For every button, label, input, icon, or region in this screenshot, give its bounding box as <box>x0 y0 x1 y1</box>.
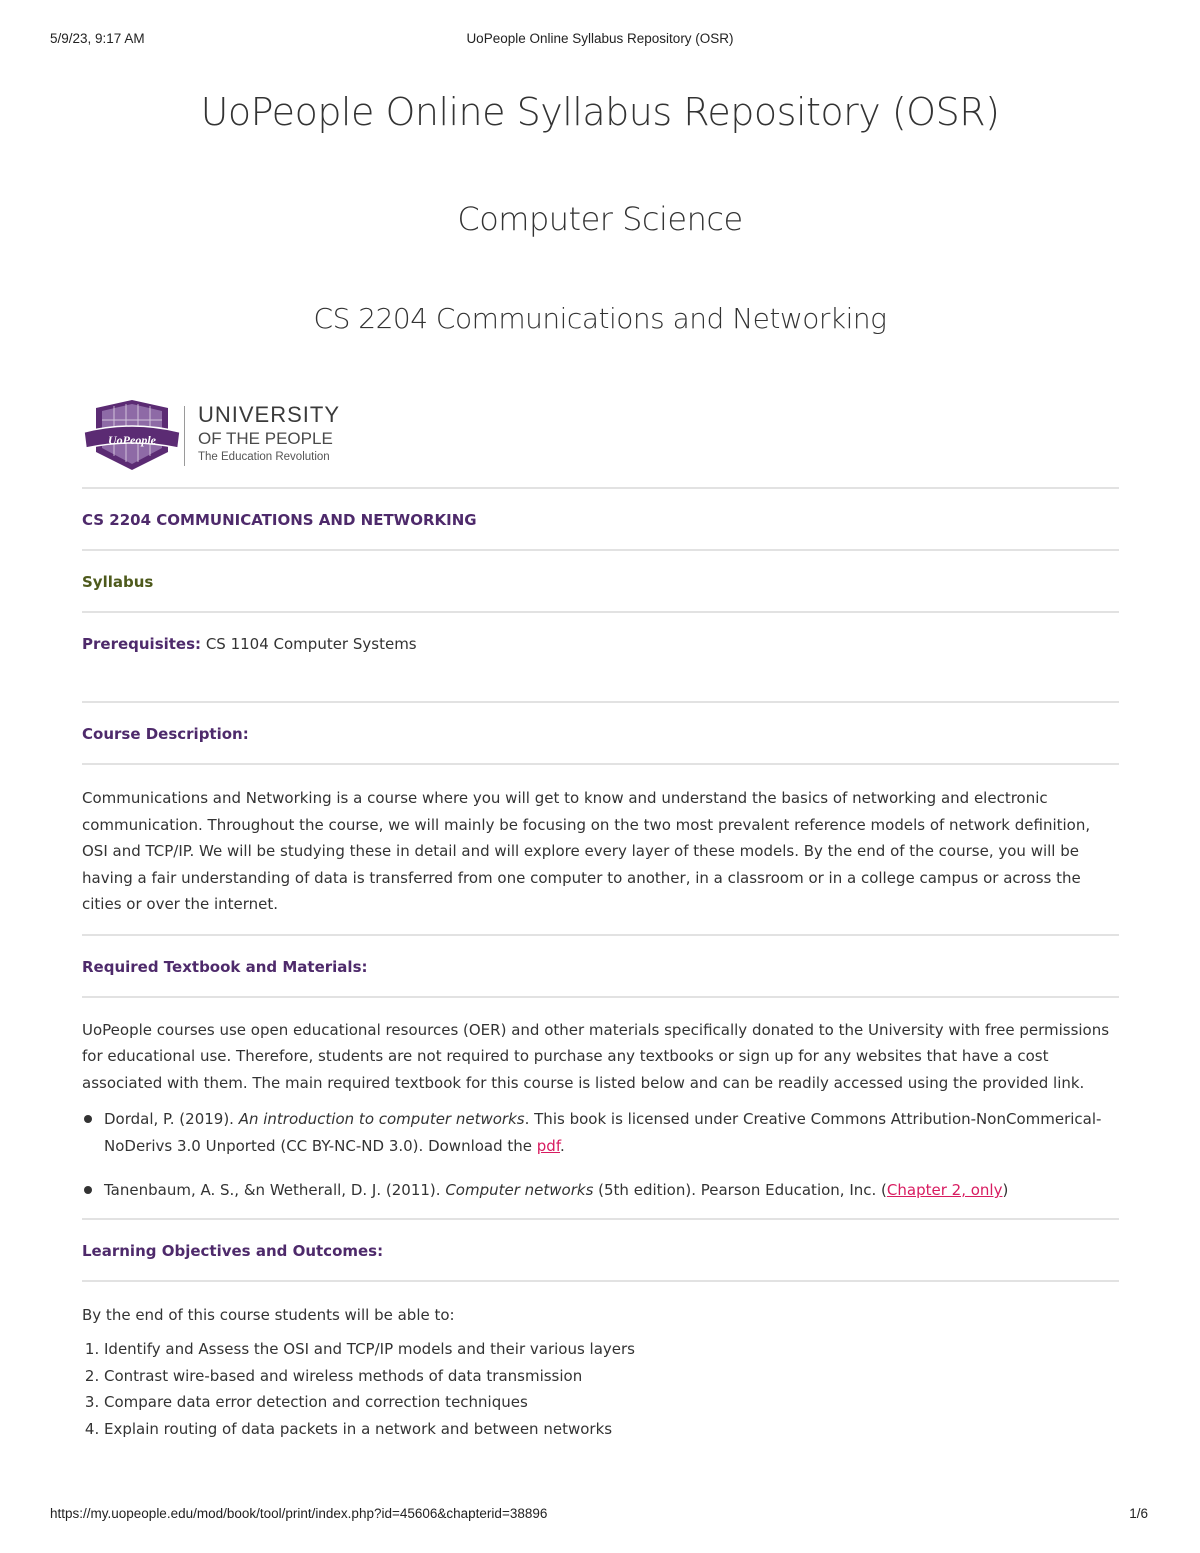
syllabus-content <box>82 487 1119 1442</box>
page-title: UoPeople Online Syllabus Repository (OSR) <box>200 90 1000 134</box>
outcomes-list <box>82 1336 1119 1442</box>
prerequisites-value: CS 1104 Computer Systems <box>205 635 417 653</box>
prerequisites <box>82 613 1119 701</box>
materials-heading: Required Textbook and Materials: <box>82 957 368 976</box>
course-title: CS 2204 Communications and Networking <box>313 302 887 335</box>
crest-badge-text: UoPeople <box>108 433 156 447</box>
objectives-intro: By the end of this course students will be able to: <box>82 1305 455 1324</box>
list-item: 4. Explain routing of data packets in a network and between networks <box>104 1416 1119 1443</box>
list-item: Tanenbaum, A. S., &n Wetherall, D. J. (2011). Computer networks (5th edition). Pearson Education, Inc. (Chapter 2, only) <box>82 1177 1119 1204</box>
print-url: https://my.uopeople.edu/mod/book/tool/print/index.php?id=45606&chapterid=38896 <box>50 1506 548 1521</box>
department-title: Computer Science <box>457 200 743 238</box>
logo-divider <box>184 406 185 466</box>
course-heading: CS 2204 COMMUNICATIONS AND NETWORKING <box>82 511 477 529</box>
list-item: 1. Identify and Assess the OSI and TCP/IP models and their various layers <box>104 1336 1119 1363</box>
syllabus-heading: Syllabus <box>82 573 154 591</box>
course-description-text: Communications and Networking is a course where you will get to know and understand the basics of networking and electronic communication. Throughout the course, we will mainly be focusing on the two most prevalent reference models of network definition, OSI and TCP/IP. We will be studying these in detail and will explore every layer of these models. By the end of the course, you will be having a fair understanding of data is transferred from one computer to another, in a classroom or in a college campus or across the cities or over the internet. <box>82 789 1091 913</box>
logo-line-university: UNIVERSITY <box>198 402 341 427</box>
bullet-icon <box>84 1186 92 1194</box>
prerequisites-label: Prerequisites: <box>82 635 202 653</box>
logo-tagline: The Education Revolution <box>198 451 330 463</box>
list-item: 3. Compare data error detection and correction techniques <box>104 1389 1119 1416</box>
list-item: Dordal, P. (2019). An introduction to computer networks. This book is licensed under Creative Commons Attribution-NonCommerical-NoDerivs 3.0 Unported (CC BY-NC-ND 3.0). Download the pdf. <box>82 1106 1119 1159</box>
print-page-title: UoPeople Online Syllabus Repository (OSR) <box>466 31 734 46</box>
print-page-number: 1/6 <box>1129 1506 1148 1521</box>
logo-line-of-the-people: OF THE PEOPLE <box>198 429 333 448</box>
list-item: 2. Contrast wire-based and wireless methods of data transmission <box>104 1363 1119 1390</box>
print-datetime: 5/9/23, 9:17 AM <box>50 31 145 46</box>
uopeople-crest-icon <box>82 398 182 472</box>
objectives-heading: Learning Objectives and Outcomes: <box>82 1241 384 1260</box>
chapter-2-link[interactable]: Chapter 2, only <box>886 1181 1003 1199</box>
university-logo <box>82 398 372 472</box>
materials-intro: UoPeople courses use open educational resources (OER) and other materials specifically donated to the University with free permissions for educational use. Therefore, students are not required to purchase any textbooks or sign up for any websites that have a cost associated with them. The main required textbook for this course is listed below and can be readily accessed using the provided link. <box>82 1020 1110 1092</box>
pdf-download-link[interactable]: pdf <box>536 1136 561 1155</box>
textbook-list <box>82 1106 1119 1218</box>
course-description-heading: Course Description: <box>82 725 249 743</box>
bullet-icon <box>84 1115 92 1123</box>
